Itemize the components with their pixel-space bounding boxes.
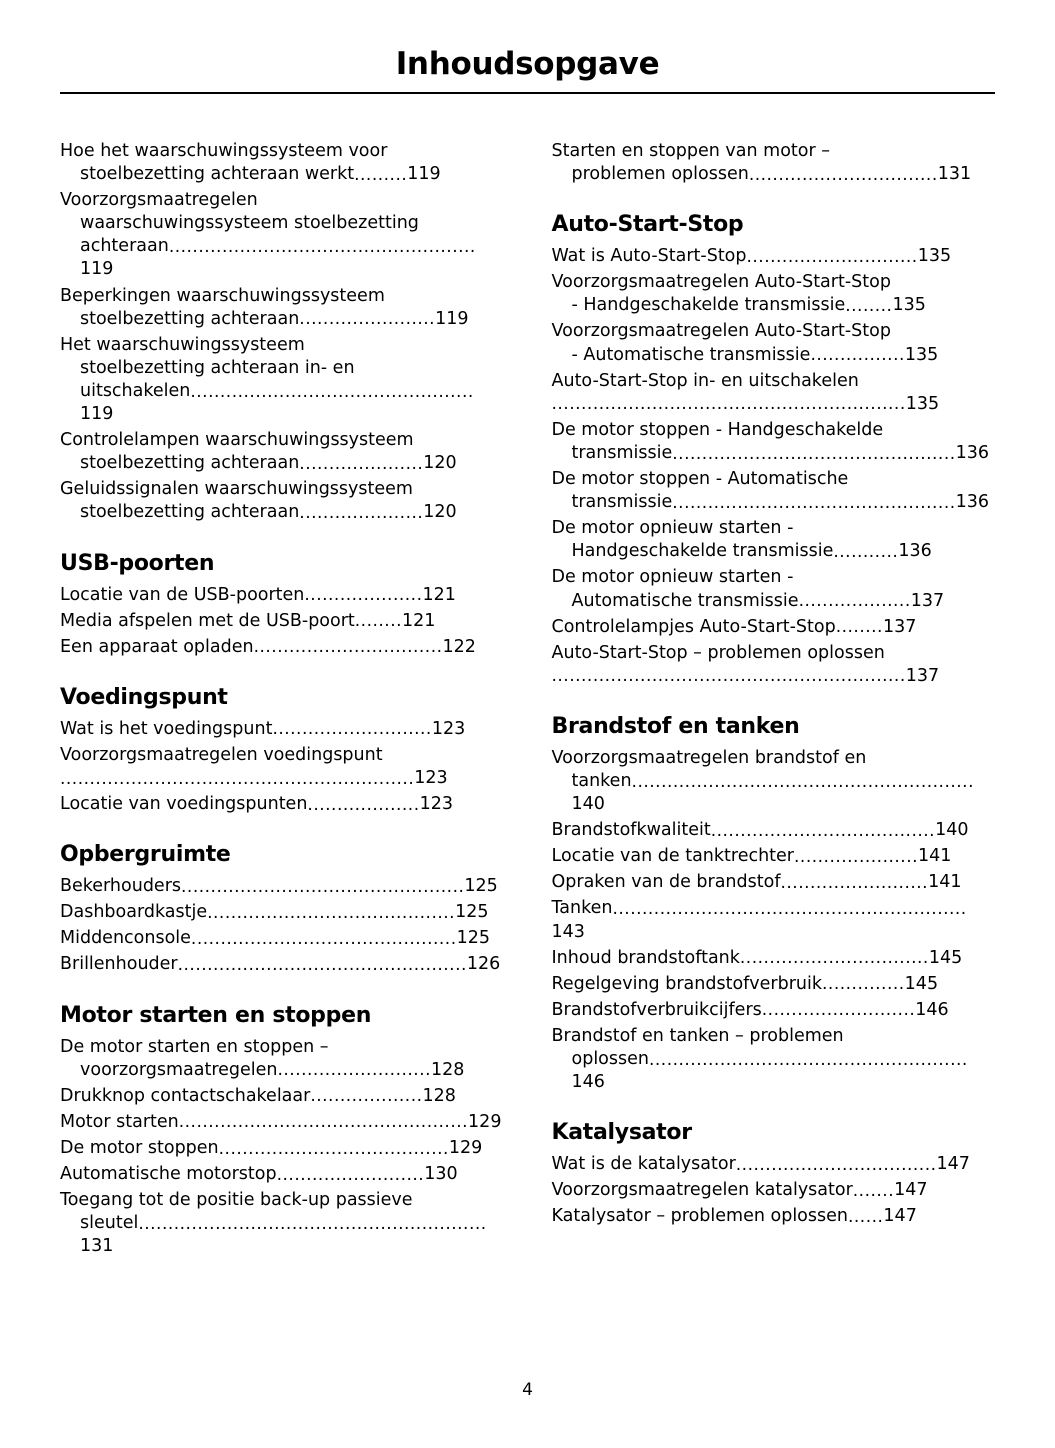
toc-entry-text: Locatie van de tanktrechter (551, 846, 795, 867)
toc-entry-text: De motor stoppen - Automatische (551, 469, 849, 490)
toc-entry[interactable] (60, 927, 504, 950)
toc-entry-text: Brandstofkwaliteit (551, 820, 711, 841)
toc-entry[interactable] (60, 429, 504, 475)
toc-entry[interactable] (60, 1085, 504, 1108)
toc-entry-text: Wat is het voedingspunt (60, 718, 273, 739)
toc-entry-text: Katalysator – problemen oplossen (551, 1206, 848, 1227)
toc-leader-dots: ................................................ (672, 443, 956, 464)
toc-section-title: Voedingspunt (60, 684, 228, 710)
toc-leader-dots: .................... (304, 585, 423, 606)
toc-entry-text (60, 380, 504, 426)
toc-page-number: 128 (431, 1059, 465, 1080)
toc-entry-text: Hoe het waarschuwingssysteem voor (60, 141, 388, 161)
toc-entry-text: Auto-Start-Stop – problemen oplossen (551, 642, 885, 663)
toc-page-number: 140 (935, 820, 969, 841)
toc-entry-text: De motor opnieuw starten - (551, 518, 794, 539)
toc-entry-text: Voorzorgsmaatregelen (60, 190, 258, 211)
toc-page-number: 140 (571, 794, 605, 815)
toc-page-number: 137 (882, 616, 917, 637)
toc-entry[interactable] (552, 468, 996, 514)
toc-entry-text: Middenconsole (60, 928, 191, 949)
toc-entry-text: De motor stoppen (60, 1137, 219, 1158)
toc-entry-text (552, 590, 996, 613)
toc-leader-dots: ...................................... (710, 820, 936, 841)
toc-entry-text: De motor opnieuw starten - (551, 567, 794, 588)
toc-leader-dots: ........ (845, 296, 893, 317)
toc-entry[interactable] (60, 1137, 504, 1160)
toc-page-number: 147 (936, 1154, 970, 1175)
toc-leader-dots: ........... (833, 541, 899, 562)
toc-leader-dots: .................................. (735, 1154, 937, 1175)
toc-leader-dots: ............................................................ (612, 899, 967, 920)
toc-entry[interactable] (60, 953, 504, 976)
toc-entry[interactable] (60, 584, 504, 607)
toc-entry-line: stoelbezetting achteraan werkt (80, 164, 355, 185)
toc-page-number: 135 (892, 295, 926, 316)
toc-leader-dots: ........ (354, 611, 403, 632)
toc-entry-text: Opraken van de brandstof (551, 872, 781, 893)
toc-entry-line: - Automatische transmissie (571, 344, 811, 365)
toc-entry-line: tanken (571, 770, 632, 791)
toc-page-number: 125 (455, 902, 489, 923)
toc-entry-text: Motor starten (60, 1111, 179, 1132)
toc-entry-line: achteraan (80, 236, 169, 257)
toc-section-title: Auto-Start-Stop (551, 212, 744, 238)
toc-entry-text: Media afspelen met de USB-poort (60, 610, 355, 631)
toc-page-number: 125 (464, 876, 498, 897)
toc-page-number: 129 (468, 1111, 502, 1132)
toc-leader-dots: ................................................. (177, 955, 467, 976)
toc-entry[interactable] (552, 370, 996, 416)
toc-entry[interactable] (60, 285, 504, 331)
toc-entry[interactable] (552, 947, 996, 970)
toc-entry[interactable] (60, 793, 504, 816)
toc-leader-dots: ........................................................... (138, 1213, 487, 1234)
toc-leader-dots: .......................... (277, 1060, 431, 1081)
toc-page-number: 147 (883, 1206, 917, 1227)
toc-entry-text: De motor stoppen - Handgeschakelde (551, 419, 884, 440)
toc-entry-text: De motor starten en stoppen – (60, 1036, 329, 1057)
toc-leader-dots: ................................................ (672, 492, 956, 513)
toc-entry-line: transmissie (571, 492, 673, 513)
toc-entry[interactable] (552, 245, 996, 268)
toc-page-number: 120 (423, 502, 457, 523)
toc-entry[interactable] (552, 271, 996, 317)
toc-entry[interactable] (552, 1205, 996, 1228)
toc-leader-dots: ................................ (739, 948, 929, 969)
toc-entry[interactable] (60, 478, 504, 524)
toc-entry[interactable] (552, 140, 996, 186)
toc-entry-line: - Handgeschakelde transmissie (571, 295, 846, 316)
toc-entry-text (552, 344, 996, 367)
toc-entry-text (60, 212, 504, 235)
toc-entry-text (552, 163, 996, 186)
toc-entry-text: Automatische motorstop (60, 1164, 277, 1184)
toc-entry[interactable] (60, 189, 504, 281)
page-number: 4 (522, 1380, 533, 1400)
toc-entry-text: Geluidssignalen waarschuwingssysteem (60, 479, 413, 500)
toc-entry[interactable] (552, 819, 996, 842)
toc-entry[interactable] (60, 1189, 504, 1258)
toc-page-number: 146 (571, 1072, 605, 1093)
toc-entry-line: Automatische transmissie (571, 590, 799, 611)
toc-leader-dots: ....... (852, 1180, 895, 1201)
toc-leader-dots: .......................................... (207, 902, 456, 923)
toc-entry-text (60, 235, 504, 281)
toc-entry-text (552, 294, 996, 317)
toc-entry-text: Het waarschuwingssysteem (60, 334, 305, 355)
toc-page-number: 123 (419, 794, 454, 815)
toc-entry-line: Handgeschakelde transmissie (571, 541, 834, 562)
toc-page-number: 141 (928, 872, 962, 893)
toc-entry[interactable] (552, 419, 996, 465)
toc-leader-dots: ............................................................ (60, 768, 415, 789)
toc-entry-text: Dashboardkastje (60, 902, 208, 923)
toc-entry-line: transmissie (571, 442, 673, 463)
toc-page-number: 146 (915, 999, 949, 1020)
toc-entry[interactable] (552, 517, 996, 563)
toc-entry-text (552, 1048, 996, 1094)
toc-entry[interactable] (552, 845, 996, 868)
toc-page-number: 145 (928, 947, 963, 968)
toc-leader-dots: ...... (847, 1207, 884, 1228)
toc-entry[interactable] (552, 1025, 996, 1094)
toc-entry-text (552, 770, 996, 816)
toc-page-number: 122 (442, 636, 476, 657)
toc-page-number: 130 (424, 1164, 458, 1184)
toc-leader-dots: ............................. (746, 246, 918, 267)
toc-leader-dots: ....................................... (218, 1138, 449, 1159)
toc-leader-dots: ........................... (272, 719, 432, 740)
toc-entry-line: problemen oplossen (571, 164, 749, 185)
toc-leader-dots: ................................ (253, 637, 443, 658)
toc-entry-text: Regelgeving brandstofverbruik (551, 973, 823, 994)
toc-leader-dots: ................... (310, 1086, 423, 1107)
toc-entry[interactable] (552, 999, 996, 1022)
toc-right-column (552, 140, 996, 1261)
toc-entry[interactable] (60, 636, 504, 659)
toc-section-title: Katalysator (551, 1120, 692, 1146)
toc-page-number: 131 (80, 1236, 114, 1257)
toc-entry[interactable] (552, 897, 996, 943)
toc-leader-dots: ..................... (299, 453, 424, 474)
toc-section-title: Motor starten en stoppen (60, 1002, 372, 1028)
toc-page-number: 126 (466, 954, 501, 975)
toc-entry[interactable] (60, 875, 504, 898)
toc-page-number: 123 (414, 767, 448, 788)
toc-entry-text (552, 491, 996, 514)
toc-entry-text: Wat is de katalysator (551, 1154, 736, 1175)
toc-leader-dots: .................................................... (168, 237, 476, 258)
toc-entry-text: Controlelampen waarschuwingssysteem (60, 430, 414, 451)
toc-entry-text (60, 163, 504, 186)
toc-entry-text: Voorzorgsmaatregelen Auto-Start-Stop (551, 272, 891, 293)
toc-entry-text: Inhoud brandstoftank (551, 947, 740, 968)
toc-leader-dots: ..................... (299, 503, 424, 524)
toc-page-number: 136 (898, 541, 932, 562)
toc-entry[interactable] (60, 1163, 504, 1186)
toc-leader-dots: ........ (835, 617, 883, 638)
toc-page-number: 128 (422, 1085, 456, 1106)
toc-entry-text: Locatie van voedingspunten (60, 794, 308, 815)
toc-entry-text (60, 308, 504, 331)
toc-entry[interactable] (552, 1179, 996, 1202)
toc-entry-text (60, 501, 504, 524)
toc-page-number: 119 (80, 259, 114, 280)
toc-columns (60, 140, 995, 1261)
toc-entry[interactable] (552, 973, 996, 996)
toc-entry[interactable] (552, 871, 996, 894)
toc-leader-dots: ......................... (780, 873, 929, 893)
toc-page-number: 119 (407, 164, 441, 185)
toc-entry-text: Beperkingen waarschuwingssysteem (60, 285, 385, 306)
toc-page-number: 119 (435, 308, 469, 329)
toc-page-number: 121 (422, 584, 456, 605)
toc-entry[interactable] (552, 320, 996, 366)
toc-entry-text: Voorzorgsmaatregelen brandstof en (551, 747, 867, 768)
toc-entry[interactable] (60, 334, 504, 426)
toc-leader-dots: ................................................ (181, 876, 465, 897)
toc-entry[interactable] (552, 616, 996, 639)
toc-entry-text: Locatie van de USB-poorten (60, 584, 305, 605)
toc-page-number: 120 (423, 453, 457, 474)
toc-section-title: Opbergruimte (60, 842, 231, 868)
toc-entry-line: sleutel (80, 1213, 139, 1234)
toc-entry-line: stoelbezetting achteraan (80, 502, 300, 523)
toc-entry[interactable] (552, 566, 996, 612)
toc-leader-dots: ...................................................... (648, 1049, 968, 1070)
toc-page-number: 141 (918, 846, 952, 867)
toc-leader-dots: .............. (822, 974, 905, 995)
toc-leader-dots: ............................................................ (551, 666, 906, 687)
toc-entry[interactable] (60, 1111, 504, 1134)
toc-entry-text: Brandstof en tanken – problemen (551, 1025, 844, 1046)
toc-entry[interactable] (60, 1036, 504, 1082)
toc-page-number: 135 (905, 393, 940, 414)
toc-entry[interactable] (552, 642, 996, 688)
toc-entry-text (60, 357, 504, 380)
toc-section-title: Brandstof en tanken (551, 713, 800, 739)
toc-entry-text: Bekerhouders (60, 876, 182, 897)
toc-leader-dots: .......................... (761, 1000, 916, 1021)
toc-leader-dots: ................................ (748, 164, 938, 185)
toc-entry-line: stoelbezetting achteraan (80, 453, 300, 474)
toc-entry-text: Voorzorgsmaatregelen Auto-Start-Stop (551, 321, 891, 342)
toc-entry[interactable] (552, 747, 996, 816)
toc-page-number: 143 (551, 921, 585, 942)
toc-page-number: 123 (431, 718, 466, 739)
toc-page-number: 129 (448, 1137, 483, 1158)
toc-entry-text (60, 1212, 504, 1258)
page-title: Inhoudsopgave (395, 46, 660, 82)
toc-entry-text (552, 540, 996, 563)
toc-leader-dots: ................ (810, 345, 905, 366)
toc-entry-text: Toegang tot de positie back-up passieve (60, 1190, 413, 1211)
toc-entry[interactable] (552, 1153, 996, 1176)
toc-leader-dots: ......................... (276, 1164, 425, 1185)
toc-entry-line: oplossen (571, 1049, 649, 1069)
toc-entry-text: Auto-Start-Stop in- en uitschakelen (551, 370, 859, 391)
toc-entry[interactable] (60, 610, 504, 633)
toc-entry-text (552, 442, 996, 465)
toc-page-number: 147 (894, 1180, 928, 1201)
toc-entry[interactable] (60, 718, 504, 741)
toc-leader-dots: ......... (354, 164, 408, 185)
toc-leader-dots: ................... (307, 794, 420, 815)
toc-entry-text: Een apparaat opladen (60, 636, 254, 657)
toc-page-number: 136 (955, 492, 990, 513)
toc-section-title: USB-poorten (60, 550, 215, 576)
toc-leader-dots: ............................................. (190, 929, 457, 949)
toc-leader-dots: ....................... (299, 309, 436, 330)
toc-entry-text: Starten en stoppen van motor – (551, 141, 830, 161)
toc-entry-text: Tanken (551, 898, 613, 919)
toc-entry[interactable] (60, 901, 504, 924)
toc-entry-text: Brandstofverbruikcijfers (551, 999, 762, 1020)
toc-entry-text: Controlelampjes Auto-Start-Stop (551, 616, 836, 637)
toc-entry-line: waarschuwingssysteem stoelbezetting (80, 213, 419, 234)
toc-page-number: 135 (917, 246, 952, 267)
toc-entry-text: Drukknop contactschakelaar (60, 1085, 311, 1106)
toc-entry-text (60, 452, 504, 475)
toc-page-number: 137 (910, 590, 945, 611)
toc-entry-text: Wat is Auto-Start-Stop (551, 246, 747, 267)
toc-entry-line: voorzorgsmaatregelen (80, 1059, 278, 1080)
toc-page-number: 145 (904, 973, 939, 994)
toc-entry-line: uitschakelen (80, 380, 191, 401)
toc-page-number: 137 (905, 665, 940, 686)
toc-leader-dots: .......................................................... (631, 771, 974, 792)
toc-page-number: 136 (955, 442, 990, 463)
toc-entry-text (60, 1059, 504, 1082)
toc-page-number: 135 (904, 344, 939, 365)
toc-left-column (60, 140, 504, 1261)
toc-page-number: 119 (80, 404, 114, 425)
toc-entry-text: Voorzorgsmaatregelen voedingspunt (60, 744, 383, 765)
toc-entry-line: stoelbezetting achteraan (80, 308, 300, 329)
header-divider (60, 92, 995, 94)
toc-leader-dots: ..................... (794, 846, 918, 867)
toc-page-number: 121 (402, 610, 436, 631)
toc-page-number: 131 (937, 164, 972, 185)
toc-entry[interactable] (60, 140, 504, 186)
toc-leader-dots: ................... (798, 591, 911, 612)
toc-page-number: 125 (456, 928, 490, 949)
toc-leader-dots: ................................................ (190, 381, 474, 402)
toc-entry-line: stoelbezetting achteraan in- en (80, 357, 355, 378)
toc-entry-text: Voorzorgsmaatregelen katalysator (551, 1180, 853, 1201)
toc-leader-dots: ................................................. (178, 1112, 469, 1133)
toc-leader-dots: ............................................................ (551, 394, 906, 415)
toc-entry[interactable] (60, 744, 504, 790)
toc-entry-text: Brillenhouder (60, 954, 178, 975)
